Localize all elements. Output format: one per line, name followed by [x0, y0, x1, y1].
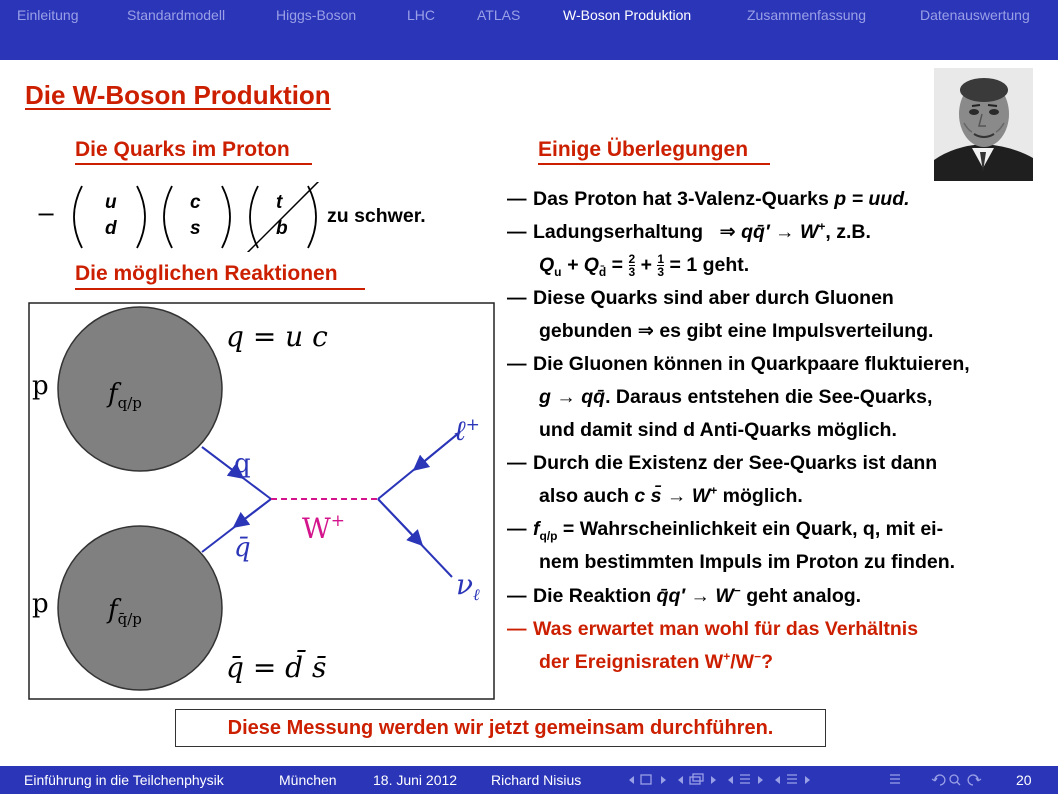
outline-icon	[890, 775, 900, 783]
bullet-pdf-line1: $f_{q/p}$ = Wahrscheinlichkeit ein Quark, q, mit ei-	[533, 518, 944, 543]
nav-item-datenauswertung[interactable]: Datenauswertung	[920, 7, 1030, 23]
nav-item-atlas[interactable]: ATLAS	[477, 7, 521, 23]
reactions-heading-underline	[75, 288, 365, 290]
quark-u: u	[105, 192, 117, 213]
bullet-sea-quarks-line2: also auch c s̄ → W+ möglich.	[539, 483, 803, 507]
prev-frame-icon	[629, 776, 634, 784]
nav-item-zusammenfassung[interactable]: Zusammenfassung	[747, 7, 867, 23]
neutrino-sub: ℓ	[473, 585, 480, 604]
lepton-charge: +	[465, 415, 480, 435]
bullet-dash: —	[507, 221, 527, 243]
pdf-label-bottom: f	[108, 595, 118, 625]
next-subsection-icon	[711, 776, 716, 784]
nav-item-lhc[interactable]: LHC	[407, 7, 436, 23]
footer-bar	[0, 766, 1058, 794]
quark-s: s	[190, 218, 201, 239]
bullet-dash: —	[507, 353, 527, 375]
quark-b: b	[276, 218, 288, 239]
w-boson-charge: +	[330, 511, 346, 531]
footer-course: Einführung in die Teilchenphysik	[24, 772, 224, 788]
search-icon	[950, 775, 958, 783]
antiquark-label: q̄	[234, 533, 251, 563]
footer-date: 18. Juni 2012	[373, 772, 458, 788]
proton-blob-top	[58, 307, 222, 471]
bullet-charge-conservation: Ladungserhaltung ⇒ qq̄′ → W+, z.B.	[533, 219, 871, 243]
quark-c: c	[190, 192, 201, 213]
back-icon	[932, 775, 945, 785]
quarks-heading-underline	[75, 163, 312, 165]
pdf-label-top: f	[108, 379, 118, 409]
bullet-question-line2: der Ereignisraten W+/W−?	[539, 649, 773, 673]
bullet-fluctuate-line2: g → qq̄. Daraus entstehen die See-Quarks,	[539, 386, 933, 408]
nav-item-einleitung[interactable]: Einleitung	[17, 7, 79, 23]
frame-icon	[641, 775, 651, 784]
footer-author: Richard Nisius	[491, 772, 582, 788]
quark-t: t	[276, 192, 283, 213]
proton-blob-bottom	[58, 526, 222, 690]
next-frame-icon	[661, 776, 666, 784]
proton-label-top: p	[32, 371, 49, 401]
beamer-navigation-controls	[624, 770, 1004, 790]
pdf-label-top-sub: q/p	[117, 394, 142, 412]
quarks-heading: Die Quarks im Proton	[75, 138, 290, 161]
quark-d: d	[105, 218, 117, 239]
svg-text:−: −	[36, 200, 57, 228]
bullet-dash: —	[507, 518, 527, 540]
nav-item-standardmodell[interactable]: Standardmodell	[127, 7, 226, 23]
forward-icon	[968, 775, 981, 785]
q-flavours-top: q = u c	[226, 320, 328, 353]
feynman-diagram	[28, 302, 495, 700]
prev-section-icon	[728, 776, 733, 784]
next-doc-icon	[805, 776, 810, 784]
bullet-text: Das Proton hat 3-Valenz-Quarks	[533, 188, 835, 210]
bullet-gluons-line2: gebunden ⇒ es gibt eine Impulsverteilung.	[539, 320, 934, 342]
proton-label-bottom: p	[32, 589, 49, 619]
reactions-heading: Die möglichen Reaktionen	[75, 262, 338, 285]
w-boson-label: W	[302, 512, 331, 545]
math-uud: p = uud.	[834, 188, 910, 210]
footer-page-number: 20	[1016, 772, 1032, 788]
bullet-dash: —	[507, 287, 527, 309]
bullet-sea-quarks-line1: Durch die Existenz der See-Quarks ist dann	[533, 452, 938, 474]
footer-city: München	[279, 772, 337, 788]
section-icon	[740, 775, 750, 783]
pdf-label-bottom-sub: q̄/p	[117, 610, 142, 628]
bullet-dash: —	[507, 188, 527, 210]
neutrino-label: ν	[456, 568, 474, 601]
bullet-fluctuate-line3: und damit sind d Anti-Quarks möglich.	[539, 419, 897, 441]
bullet-valence-quarks	[533, 187, 910, 211]
bullet-dash: —	[507, 585, 527, 607]
bullet-pdf-line2: nem bestimmten Impuls im Proton zu finden.	[539, 551, 956, 573]
nav-item-w-boson-produktion[interactable]: W-Boson Produktion	[563, 7, 692, 23]
bullet-dash: —	[507, 452, 527, 474]
prev-doc-icon	[775, 776, 780, 784]
quark-matrix	[30, 182, 460, 252]
prev-subsection-icon	[678, 776, 683, 784]
considerations-heading-underline	[538, 163, 770, 165]
quark-label: q	[234, 449, 251, 479]
document-icon	[787, 775, 797, 783]
bullet-analog-reaction: Die Reaktion q̄q′ → W− geht analog.	[533, 583, 862, 607]
measurement-callout: Diese Messung werden wir jetzt gemeinsam durchführen.	[175, 709, 826, 747]
top-navigation	[0, 0, 1058, 60]
bullet-fluctuate-line1: Die Gluonen können in Quarkpaare fluktuieren,	[533, 353, 970, 375]
bullet-question-line1: Was erwartet man wohl für das Verhältnis	[533, 618, 919, 640]
q-flavours-bottom: q̄ = d̄ s̄	[226, 651, 327, 684]
bullet-dash: —	[507, 618, 527, 640]
slide-title: Die W-Boson Produktion	[25, 80, 331, 110]
too-heavy-label: zu schwer.	[327, 205, 426, 227]
considerations-heading: Einige Überlegungen	[538, 138, 749, 161]
portrait-image	[934, 68, 1033, 181]
bullet-gluons-line1: Diese Quarks sind aber durch Gluonen	[533, 287, 894, 309]
lepton-label: ℓ	[454, 414, 466, 447]
charge-equation: $Q_u + Q_{d̄}$ = $\frac{2}{3}$ + $\frac{1}{3}$ = 1 geht.	[539, 252, 750, 280]
nav-item-higgs-boson[interactable]: Higgs-Boson	[276, 7, 357, 23]
next-section-icon	[758, 776, 763, 784]
